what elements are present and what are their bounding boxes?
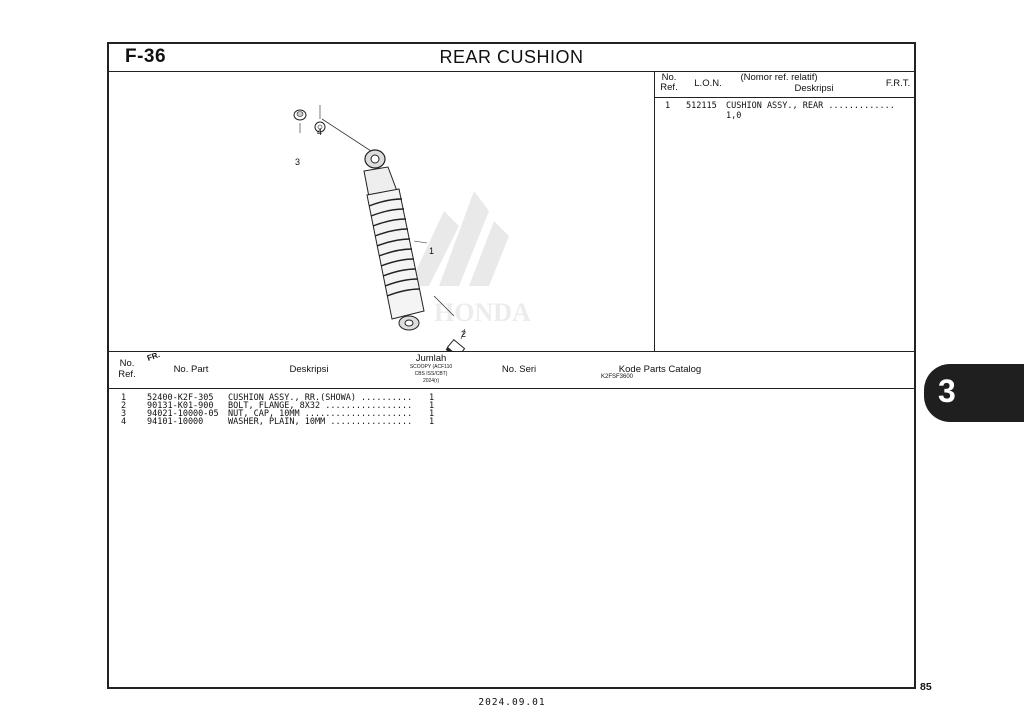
callout-2: 2 [461, 329, 467, 339]
parts-table-header [109, 351, 914, 389]
row-no: 1 [121, 393, 127, 403]
lon-header-no-ref: No. Ref. [660, 72, 678, 93]
page-title: REAR CUSHION [439, 47, 584, 67]
watermark-text: HONDA [434, 298, 531, 327]
row-no: 4 [121, 417, 127, 427]
table-row [109, 418, 914, 426]
callout-3: 3 [295, 157, 301, 167]
row-part: 94021-10000-05 [147, 409, 219, 419]
header-no-part: No. Part [173, 364, 209, 375]
flange-bolt-part [447, 340, 465, 351]
page-number: 85 [920, 681, 932, 693]
direction-label: FR. [145, 350, 162, 363]
row-part: 52400-K2F-305 [147, 393, 214, 403]
lon-table [654, 71, 914, 351]
header-desc: Deskripsi [289, 364, 329, 375]
parts-table-body [109, 394, 914, 426]
callout-4: 4 [317, 127, 323, 137]
row-qty: 1 [429, 401, 435, 411]
row-qty: 1 [429, 409, 435, 419]
lon-header-desc: Deskripsi [794, 83, 834, 94]
row-desc: WASHER, PLAIN, 10MM ................ [228, 417, 413, 427]
row-no: 3 [121, 409, 127, 419]
header-qty-sub2: CBS ISS/CBT) [414, 371, 448, 377]
header-qty: Jumlah [415, 353, 447, 364]
lon-row-no: 1 [665, 101, 671, 111]
shock-absorber-part [364, 150, 424, 330]
row-qty: 1 [429, 417, 435, 427]
figure-code: K2FSF3600 [601, 374, 634, 380]
print-date: 2024.09.01 [478, 697, 546, 708]
lon-row-lon: 512115 [686, 101, 717, 111]
catalog-frame [107, 42, 916, 689]
row-part: 94101-10000 [147, 417, 204, 427]
callout-1: 1 [429, 246, 435, 256]
lon-row-desc: CUSHION ASSY., REAR ............. 1,0 [726, 101, 895, 121]
section-tab [924, 364, 1024, 422]
section-code: F-36 [125, 46, 167, 67]
header-qty-sub3: 2024(r) [422, 378, 440, 384]
lon-header-frt: F.R.T. [885, 78, 911, 89]
lon-table-header [654, 71, 914, 98]
rear-cushion-drawing [109, 71, 654, 351]
row-qty: 1 [429, 393, 435, 403]
row-no: 2 [121, 401, 127, 411]
honda-watermark [409, 191, 531, 327]
row-desc: NUT, CAP, 10MM ..................... [228, 409, 413, 419]
header-serial: No. Seri [501, 364, 537, 375]
section-tab-number: 3 [938, 373, 956, 409]
row-desc: BOLT, FLANGE, 8X32 ................. [228, 401, 413, 411]
header-no-ref: No. Ref. [118, 358, 136, 380]
lon-header-lon: L.O.N. [694, 78, 722, 89]
header-qty-sub1: SCOOPY (ACF110 [409, 364, 453, 370]
page-header [109, 44, 914, 72]
cap-nut-part [294, 110, 306, 120]
header-catalog: Kode Parts Catalog [618, 364, 702, 375]
row-desc: CUSHION ASSY., RR.(SHOWA) .......... [228, 393, 413, 403]
lon-header-desc-note: (Nomor ref. relatif) [740, 72, 818, 83]
row-part: 90131-K01-900 [147, 401, 214, 411]
